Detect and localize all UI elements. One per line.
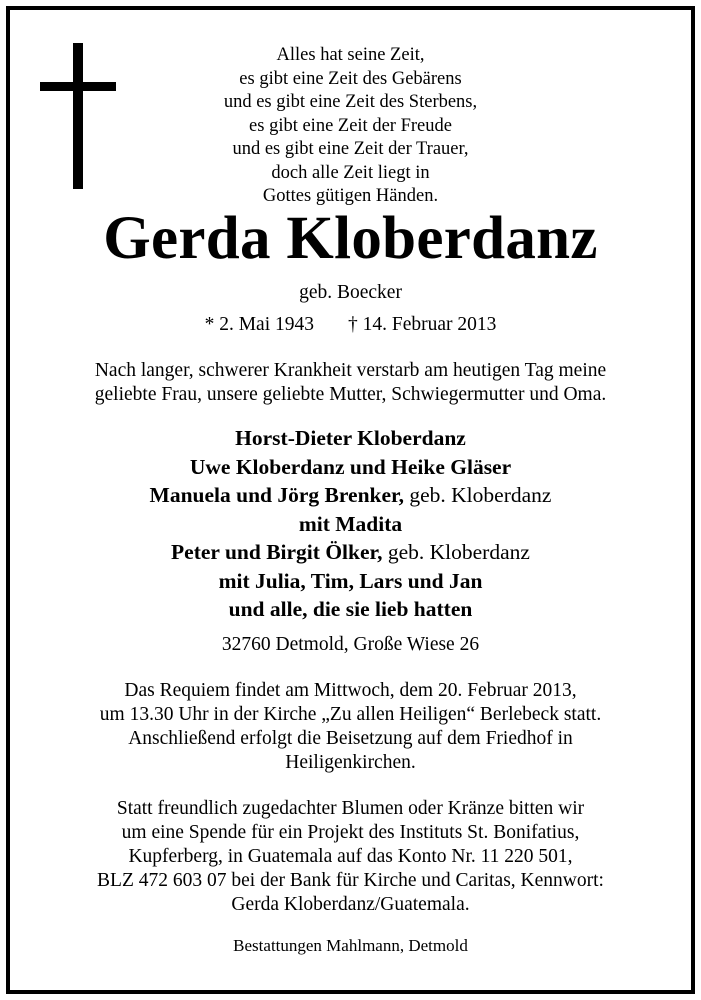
mourner-line: Horst-Dieter Kloberdanz: [235, 426, 466, 450]
life-dates: [0, 313, 701, 337]
donation-line: BLZ 472 603 07 bei der Bank für Kirche und Caritas, Kennwort:: [97, 870, 604, 891]
poem-line: und es gibt eine Zeit der Trauer,: [232, 139, 469, 159]
service-line: Heiligenkirchen.: [285, 752, 416, 773]
intro-text: [0, 359, 701, 407]
family-address: 32760 Detmold, Große Wiese 26: [221, 634, 480, 655]
poem-line: Gottes gütigen Händen.: [262, 186, 439, 206]
service-info: [0, 679, 701, 775]
mourner-line: Peter und Birgit Ölker, geb. Kloberdanz: [171, 540, 530, 564]
mourner-line: Uwe Kloberdanz und Heike Gläser: [189, 454, 512, 479]
service-line: Anschließend erfolgt die Beisetzung auf dem Friedhof in: [128, 728, 573, 749]
donation-line: um eine Spende für ein Projekt des Instituts St. Bonifatius,: [121, 822, 580, 843]
donation-line: Kupferberg, in Guatemala auf das Konto Nr. 11 220 501,: [128, 846, 573, 867]
service-line: Das Requiem findet am Mittwoch, dem 20. Februar 2013,: [124, 680, 577, 701]
birth-name: geb. Boecker: [299, 282, 402, 303]
intro-line: Nach langer, schwerer Krankheit verstarb am heutigen Tag meine: [94, 360, 607, 381]
mourner-line: mit Julia, Tim, Lars und Jan: [218, 568, 483, 593]
mourner-line: und alle, die sie lieb hatten: [228, 597, 473, 621]
mourner-line: Manuela und Jörg Brenker, geb. Kloberdanz: [149, 483, 552, 507]
mourner-line: mit Madita: [298, 511, 403, 536]
death-date: † 14. Februar 2013: [348, 314, 497, 335]
donation-request: [0, 797, 701, 917]
funeral-home: Bestattungen Mahlmann, Detmold: [233, 936, 468, 955]
deceased-name: Gerda Kloberdanz: [103, 205, 598, 272]
poem-line: doch alle Zeit liegt in: [271, 162, 430, 183]
birth-date: * 2. Mai 1943: [204, 314, 314, 335]
intro-line: geliebte Frau, unsere geliebte Mutter, Schwiegermutter und Oma.: [94, 384, 607, 405]
service-line: um 13.30 Uhr in der Kirche „Zu allen Heiligen“ Berlebeck statt.: [99, 704, 602, 725]
poem-line: es gibt eine Zeit der Freude: [249, 115, 452, 136]
poem-line: Alles hat seine Zeit,: [276, 45, 425, 65]
poem: [0, 44, 701, 209]
poem-line: es gibt eine Zeit des Gebärens: [239, 68, 462, 89]
poem-line: und es gibt eine Zeit des Sterbens,: [223, 92, 478, 112]
donation-line: Gerda Kloberdanz/Guatemala.: [231, 894, 470, 915]
donation-line: Statt freundlich zugedachter Blumen oder Kränze bitten wir: [116, 798, 585, 819]
mourners-list: [0, 424, 701, 624]
